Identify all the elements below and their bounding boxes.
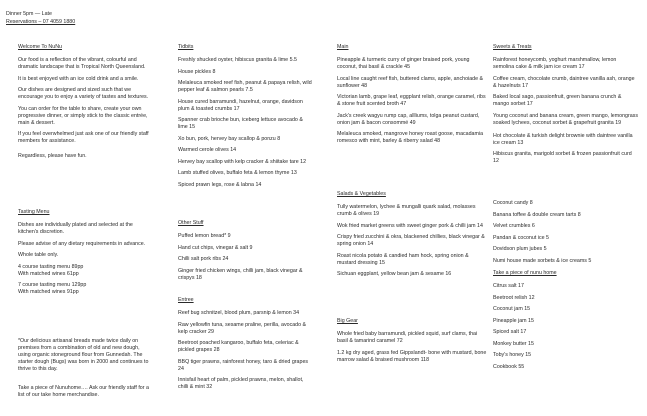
- welcome-paragraph: Our food is a reflection of the vibrant, colourful and dramatic landscape that is Tropical North Queensland.: [18, 57, 146, 70]
- menu-item: Hand cut chips, vinegar & salt 9: [178, 244, 253, 251]
- tasting-menu-title: Tasting Menu: [18, 209, 50, 215]
- menu-item: Warmed cerole olives 14: [178, 147, 237, 153]
- welcome-paragraph: If you feel overwhelmed just ask one of our friendly staff members for assistance.: [18, 131, 149, 144]
- menu-item: Xo bun, pork, hervey bay scallop & ponzu 8: [178, 135, 281, 142]
- menu-item: Jack's creek wagyu rump cap, allliums, tolga peanut custard, onion jam & bacon consommé 49: [337, 112, 480, 126]
- reservations-line: Reservations – 07 4059 1880: [6, 18, 76, 25]
- menu-item: Tully watermelon, lychee & mungalli quark salad, molasses crumb & olives 19: [337, 204, 476, 217]
- menu-item: Coffee cream, chocolate crumb, daintree vanilla ash, orange & hazelnuts 17: [493, 75, 635, 89]
- menu-item: Rainforest honeycomb, yoghurt marshmallow, lemon semolina cake & milk jam ice cream 17: [493, 57, 617, 70]
- menu-item: Citrus salt 17: [493, 283, 524, 289]
- menu-item: Chilli salt pork ribs 24: [178, 256, 229, 262]
- treats-section: [493, 200, 638, 269]
- menu-item: Hot chocolate & turkish delight brownie with daintree vanilla ice cream 13: [493, 132, 633, 146]
- menu-item: Spiced prawn legs, rose & labna 14: [178, 181, 262, 188]
- menu-item: Crispy fried zucchini & okra, blackened chillies, black vinegar & spring onion 14: [337, 234, 485, 247]
- menu-item: Velvet crumbles 6: [493, 223, 535, 229]
- entree-section: [178, 297, 313, 396]
- menu-item: Roast nicola potato & candied ham hock, spring onion & mustard dressing 15: [337, 252, 469, 266]
- column-intro: [18, 44, 153, 165]
- menu-item: Melaleuca smoked reef fish, peanut & papaya relish, wild pepper leaf & salmon pearls 7.5: [178, 80, 312, 93]
- menu-item: Victorian lamb, grape leaf, eggplant relish, orange caramel, ribs & stone fruit scented broth 47: [337, 94, 486, 107]
- menu-item: Raw yellowfin tuna, sesame praline, perilla, avocado & kelp cracker 29: [178, 321, 307, 335]
- tasting-paragraph: Whole table only.: [18, 252, 59, 258]
- menu-item: Melaleuca smoked, mangrove honey roast goose, macadamia romesco with mint, barley & riberry salad 48: [337, 131, 484, 144]
- opening-hours: Dinner 5pm — Late: [6, 11, 52, 17]
- other-stuff-section: [178, 220, 313, 286]
- salads-section: [337, 191, 487, 283]
- merch-note: Take a piece of Nunuhome…. Ask our friendly staff for a list of our take home merchandise.: [18, 385, 149, 398]
- bread-note: *Our delicious artisanal breads made twice daily on premises from a combination of old and new dough, using organic stoneground flour from Gunnedah. The starter dough (Bugs) was born in 2000 and continues to thrive to this day.: [18, 338, 149, 372]
- menu-item: Lamb stuffed olives, buffalo feta & lemon thyme 13: [178, 170, 297, 176]
- menu-item: Banana toffee & double cream tarts 8: [493, 211, 581, 218]
- menu-item: Hibiscus granita, marigold sorbet & frozen passionfruit curd 12: [493, 151, 632, 164]
- tasting-paragraph: Dishes are individually plated and selected at the kitchen's discretion.: [18, 222, 133, 235]
- welcome-paragraph: Regardless, please have fun.: [18, 153, 87, 159]
- menu-item: Pineapple jam 15: [493, 317, 534, 324]
- menu-header: [6, 11, 75, 26]
- menu-item: Coconut jam 15: [493, 306, 531, 312]
- menu-item: Puffed lemon bread* 9: [178, 233, 231, 239]
- welcome-paragraph: You can order for the table to share, create your own progressive dinner, or simply stick to the classic entrée, main & dessert.: [18, 105, 148, 126]
- menu-item: House pickles 8: [178, 68, 216, 75]
- menu-item: Toby's honey 15: [493, 352, 532, 358]
- tasting-price-7-course: 7 course tasting menu 129pp With matched wines 91pp: [18, 282, 87, 295]
- nunu-home-title: Take a piece of nunu home: [493, 270, 557, 276]
- big-gear-section: [337, 318, 487, 368]
- other-stuff-title: Other Stuff: [178, 220, 204, 226]
- welcome-title: Welcome To NuNu: [18, 44, 62, 50]
- column-tidbits: [178, 44, 313, 193]
- menu-item: Dovidson plum jubes 5: [493, 246, 547, 252]
- menu-item: Sichuan eggplant, yellow bean jam & sesame 16: [337, 271, 452, 277]
- welcome-paragraph: Our dishes are designed and sized such that we encourage you to enjoy a variety of tastes and textures.: [18, 87, 149, 100]
- sweets-title: Sweets & Treats: [493, 44, 532, 50]
- menu-item: Coconut candy 8: [493, 200, 533, 206]
- tidbits-title: Tidbits: [178, 44, 194, 50]
- menu-item: Reef bug schnitzel, blood plum, parsnip & lemon 34: [178, 310, 300, 316]
- welcome-paragraph: It is best enjoyed with an ice cold drink and a smile.: [18, 75, 139, 82]
- big-gear-title: Big Gear: [337, 318, 358, 324]
- nunu-home-section: [493, 270, 638, 375]
- tasting-menu-section: [18, 209, 153, 301]
- menu-item: Wok fried market greens with sweet ginger pork & chilli jam 14: [337, 222, 483, 229]
- column-main: [337, 44, 487, 150]
- menu-item: Cookbook 55: [493, 363, 525, 370]
- bread-footnote: [18, 338, 153, 373]
- tasting-price-4-course: 4 course tasting menu 89pp With matched wines 61pp: [18, 263, 84, 277]
- entree-title: Entree: [178, 297, 194, 303]
- menu-item: 1.2 kg dry aged, grass fed Gippslandt- bone with mustard, bone marrow salad & braised mushroom 118: [337, 349, 487, 363]
- menu-item: Spanner crab brioche bun, iceberg lettuce avocado & lime 15: [178, 117, 303, 130]
- menu-item: Monkey butter 15: [493, 340, 534, 347]
- salads-title: Salads & Vegetables: [337, 191, 386, 197]
- menu-item: Beetroot poached kangaroo, buffalo feta, celeriac & pickled grapes 28: [178, 340, 299, 353]
- menu-item: Freshly shucked oyster, hibiscus granita & lime 5.5: [178, 57, 297, 63]
- menu-item: BBQ tiger prawns, rainforest honey, taro & dried grapes 24: [178, 358, 309, 372]
- menu-item: Young coconut and banana cream, green mango, lemongrass soaked lychees, coconut sorbet & grapefruit granita 19: [493, 112, 638, 126]
- menu-item: Pineapple & turmeric curry of ginger braised pork, young coconut, thai basil & crackle 45: [337, 57, 470, 70]
- menu-item: Whole fried baby barramundi, pickled squid, surf clams, thai basil & tamarind caramel 72: [337, 331, 478, 344]
- main-title: Main: [337, 44, 349, 50]
- menu-item: Numi house made sorbets & ice creams 5: [493, 257, 592, 264]
- menu-item: Baked local sago, passionfruit, green banana crunch & mango sorbet 17: [493, 94, 622, 107]
- column-sweets: [493, 44, 638, 170]
- menu-item: Local line caught reef fish, buttered clams, apple, anchoiade & sunflower 48: [337, 75, 484, 89]
- menu-item: Innisfail heart of palm, pickled prawns, melon, shallot, chilli & mint 32: [178, 377, 304, 390]
- tasting-paragraph: Please advise of any dietary requirements in advance.: [18, 240, 146, 247]
- menu-item: Hervey bay scallop with kelp cracker & shiitake tare 12: [178, 158, 307, 165]
- merch-note-block: [18, 385, 153, 399]
- menu-item: Beetroot relish 12: [493, 294, 535, 301]
- menu-item: Ginger fried chicken wings, chilli jam, black vinegar & crispys 18: [178, 267, 303, 281]
- menu-item: House cured barramundi, hazelnut, orange, davidson plum & toasted crumbs 17: [178, 98, 303, 112]
- menu-item: Pandan & coconut ice 5: [493, 234, 549, 241]
- menu-item: Spiced salt 17: [493, 329, 527, 335]
